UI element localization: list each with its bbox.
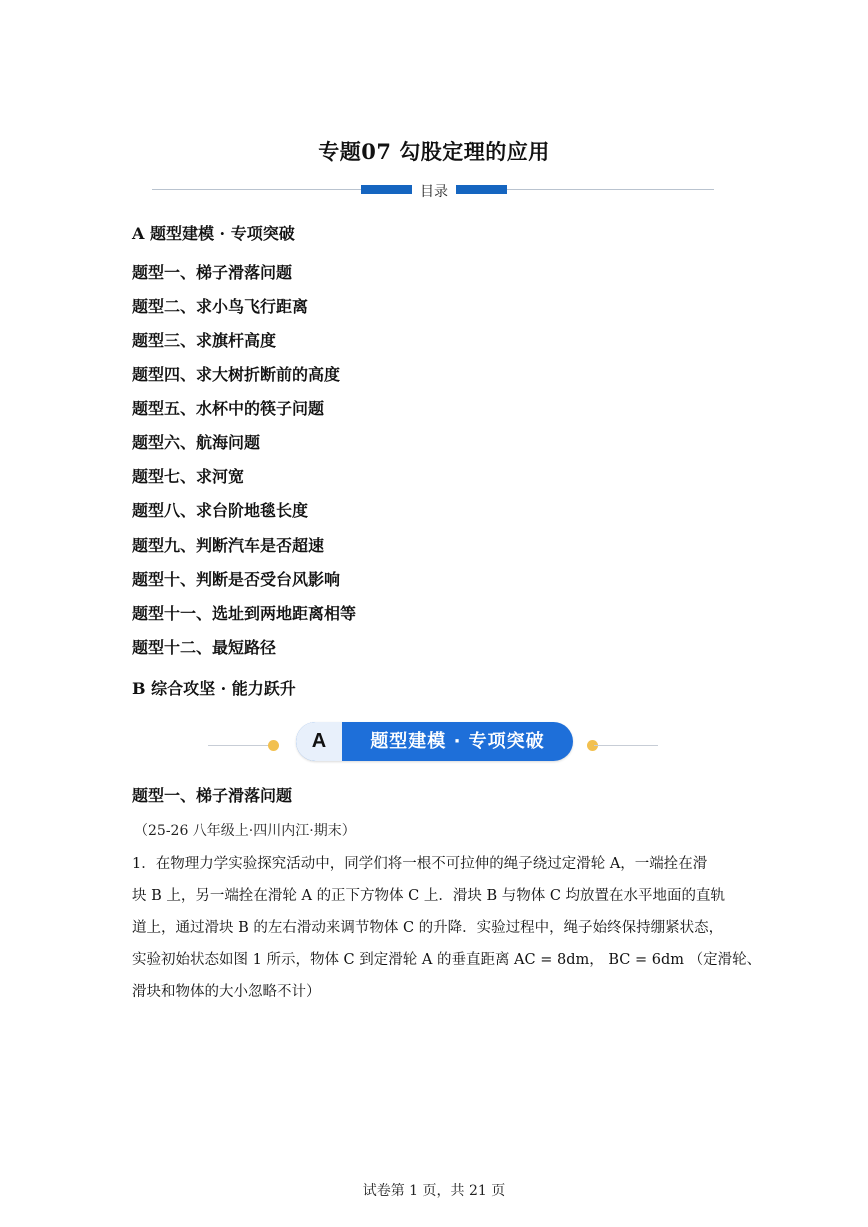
page-footer: 试卷第 1 页，共 21 页 (362, 1183, 506, 1199)
question-text (132, 848, 762, 1008)
toc-section-b[interactable]: B 综合攻坚 · 能力跃升 (132, 679, 296, 698)
toc-section-a[interactable]: A 题型建模 · 专项突破 (132, 224, 295, 243)
question-line: 实验初始状态如图 1 所示，物体 C 到定滑轮 A 的垂直距离 AC = 8dm， BC = 6dm （定滑轮、 (132, 952, 762, 968)
banner-right-line (594, 745, 658, 746)
toc-item-12[interactable]: 题型十二、最短路径 (132, 638, 277, 657)
toc-item-4[interactable]: 题型四、求大树折断前的高度 (132, 365, 341, 384)
banner-left-dot (268, 740, 279, 751)
toc-item-8[interactable]: 题型八、求台阶地毯长度 (132, 501, 309, 520)
question-source: （25-26 八年级上·四川内江·期末） (134, 823, 356, 839)
toc-item-9[interactable]: 题型九、判断汽车是否超速 (132, 536, 325, 555)
toc-item-6[interactable]: 题型六、航海问题 (132, 433, 261, 452)
section-heading: 题型一、梯子滑落问题 (132, 786, 293, 805)
toc-left-accent-bar (361, 185, 417, 194)
toc-item-1[interactable]: 题型一、梯子滑落问题 (132, 263, 293, 282)
page-title: 专题07 勾股定理的应用 (318, 139, 550, 164)
toc-item-3[interactable]: 题型三、求旗杆高度 (132, 331, 277, 350)
toc-item-11[interactable]: 题型十一、选址到两地距离相等 (132, 604, 357, 623)
banner-letter: A (296, 722, 342, 761)
banner-left-line (208, 745, 274, 746)
question-line: 道上，通过滑块 B 的左右滑动来调节物体 C 的升降．实验过程中，绳子始终保持绷紧状态， (132, 920, 724, 936)
toc-right-accent-bar (451, 185, 507, 194)
toc-item-5[interactable]: 题型五、水杯中的筷子问题 (132, 399, 325, 418)
toc-item-7[interactable]: 题型七、求河宽 (132, 467, 245, 486)
section-banner (296, 722, 573, 761)
question-line: 1．在物理力学实验探究活动中，同学们将一根不可拉伸的绳子绕过定滑轮 A，一端拴在滑 (132, 856, 708, 872)
toc-item-2[interactable]: 题型二、求小鸟飞行距离 (132, 297, 309, 316)
question-line: 块 B 上，另一端拴在滑轮 A 的正下方物体 C 上．滑块 B 与物体 C 均放置在水平地面的直轨 (132, 888, 726, 904)
toc-item-10[interactable]: 题型十、判断是否受台风影响 (132, 570, 341, 589)
toc-label: 目录 (412, 181, 456, 201)
banner-text: 题型建模 · 专项突破 (370, 731, 545, 752)
question-line: 滑块和物体的大小忽略不计） (132, 984, 321, 1000)
